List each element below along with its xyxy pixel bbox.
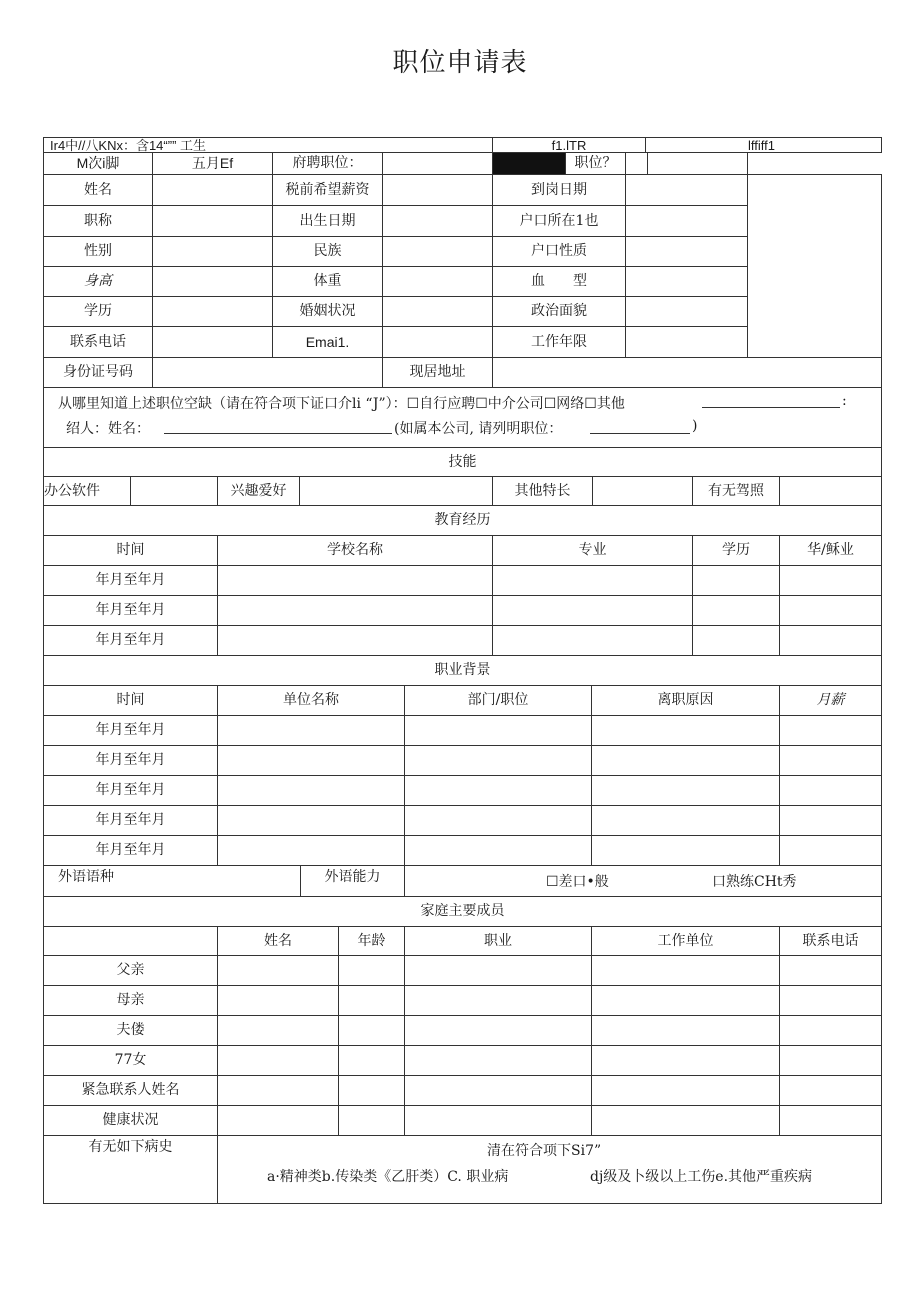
field-office-software[interactable] <box>130 476 218 506</box>
field-ethnicity[interactable] <box>382 236 493 267</box>
career-row-time: 年月至年月 <box>43 745 218 776</box>
career-row-company[interactable] <box>217 805 405 836</box>
small-box-2 <box>647 152 748 175</box>
field-blood-type[interactable] <box>625 266 748 297</box>
label-office-software: 办公软件 <box>43 476 131 506</box>
vacancy-source-colon: : <box>842 393 847 409</box>
family-row-age[interactable] <box>338 1045 405 1076</box>
family-member-father: 父亲 <box>43 955 218 986</box>
field-address[interactable] <box>492 357 882 388</box>
family-row-occupation[interactable] <box>404 985 592 1016</box>
edu-row-degree[interactable] <box>692 625 780 656</box>
emergency-employer[interactable] <box>591 1075 780 1106</box>
referrer-position-label: (如属本公司, 请列明职位： <box>394 421 563 437</box>
edu-row-time: 年月至年月 <box>43 625 218 656</box>
career-row-company[interactable] <box>217 745 405 776</box>
label-gender: 性别 <box>43 236 153 267</box>
label-ethnicity: 民族 <box>272 236 383 267</box>
label-education: 学历 <box>43 296 153 327</box>
career-row-salary[interactable] <box>779 805 882 836</box>
family-row-name[interactable] <box>217 1045 339 1076</box>
career-row-department[interactable] <box>404 805 592 836</box>
edu-row-degree[interactable] <box>692 595 780 626</box>
field-hukou-location[interactable] <box>625 205 748 237</box>
family-col-occupation: 职业 <box>404 926 592 956</box>
label-emergency-contact: 紧急联系人姓名 <box>43 1075 218 1106</box>
career-row-time: 年月至年月 <box>43 775 218 806</box>
field-political-status[interactable] <box>625 296 748 327</box>
family-row-name[interactable] <box>217 1015 339 1046</box>
label-arrival-date: 到岗日期 <box>492 174 626 206</box>
label-address: 现居地址 <box>382 357 493 388</box>
family-row-name[interactable] <box>217 985 339 1016</box>
garbled-cell-a: M次i脚 <box>43 152 153 175</box>
field-job-title[interactable] <box>152 205 273 237</box>
edu-row-school[interactable] <box>217 565 493 596</box>
applied-position-field[interactable] <box>382 152 493 175</box>
emergency-phone[interactable] <box>779 1075 882 1106</box>
edu-row-major[interactable] <box>492 625 693 656</box>
blood-label-part1: 血 <box>531 273 545 290</box>
page-title: 职位申请表 <box>392 48 528 78</box>
family-row-occupation[interactable] <box>404 1045 592 1076</box>
health-field-2[interactable] <box>338 1105 405 1136</box>
field-hukou-type[interactable] <box>625 236 748 267</box>
emergency-name[interactable] <box>217 1075 339 1106</box>
header-garbled-mid: f1.lTR <box>492 137 646 153</box>
field-education[interactable] <box>152 296 273 327</box>
header-garbled-right: lffiff1 <box>748 138 775 153</box>
label-height: 身高 <box>43 266 153 297</box>
family-row-occupation[interactable] <box>404 955 592 986</box>
career-row-department[interactable] <box>404 835 592 866</box>
field-arrival-date[interactable] <box>625 174 748 206</box>
referrer-label: 绍人：姓名： <box>66 421 150 437</box>
edu-row-time: 年月至年月 <box>43 565 218 596</box>
family-col-employer: 工作单位 <box>591 926 780 956</box>
photo-box[interactable] <box>747 174 882 358</box>
family-col-blank <box>43 926 218 956</box>
label-health-status: 健康状况 <box>43 1105 218 1136</box>
field-work-years[interactable] <box>625 326 748 358</box>
career-row-salary[interactable] <box>779 745 882 776</box>
edu-col-school: 学校名称 <box>217 535 493 566</box>
medical-history-options-a[interactable]: a·精神类b.传染类《乙肝类）C. 职业病 <box>267 1169 509 1185</box>
field-driving-license[interactable] <box>779 476 882 506</box>
career-row-company[interactable] <box>217 835 405 866</box>
family-member-mother: 母亲 <box>43 985 218 1016</box>
label-foreign-language: 外语语种 <box>43 865 301 897</box>
family-row-employer[interactable] <box>591 955 780 986</box>
field-height[interactable] <box>152 266 273 297</box>
header-garbled-left: Ir4中//八KNx：含14“”” 工生 <box>43 137 493 153</box>
small-box <box>625 152 648 175</box>
edu-row-major[interactable] <box>492 565 693 596</box>
applied-position-label: 府聘职位： <box>272 152 383 175</box>
career-row-reason[interactable] <box>591 715 780 746</box>
career-row-salary[interactable] <box>779 775 882 806</box>
emergency-age[interactable] <box>338 1075 405 1106</box>
career-col-time: 时间 <box>43 685 218 716</box>
family-row-age[interactable] <box>338 955 405 986</box>
edu-col-major: 专业 <box>492 535 693 566</box>
field-marital-status[interactable] <box>382 296 493 327</box>
field-weight[interactable] <box>382 266 493 297</box>
career-row-company[interactable] <box>217 715 405 746</box>
edu-row-graduation[interactable] <box>779 595 882 626</box>
language-ability-options <box>404 865 882 897</box>
edu-row-major[interactable] <box>492 595 693 626</box>
health-field-1[interactable] <box>217 1105 339 1136</box>
family-col-phone: 联系电话 <box>779 926 882 956</box>
edu-row-graduation[interactable] <box>779 565 882 596</box>
career-row-time: 年月至年月 <box>43 805 218 836</box>
label-phone: 联系电话 <box>43 326 153 358</box>
language-option-poor-average[interactable]: ☐差口•般 <box>546 874 609 890</box>
label-political-status: 政治面貌 <box>492 296 626 327</box>
edu-col-time: 时间 <box>43 535 218 566</box>
label-other-skills: 其他特长 <box>492 476 593 506</box>
career-row-department[interactable] <box>404 775 592 806</box>
field-gender[interactable] <box>152 236 273 267</box>
career-row-salary[interactable] <box>779 715 882 746</box>
other-source-underline[interactable] <box>702 407 840 408</box>
field-birth-date[interactable] <box>382 205 493 237</box>
career-row-department[interactable] <box>404 715 592 746</box>
edu-row-school[interactable] <box>217 595 493 626</box>
skills-header: 技能 <box>43 447 882 477</box>
language-option-fluent-excellent[interactable]: 口熟练CHt秀 <box>712 874 797 890</box>
label-job-title: 职称 <box>43 205 153 237</box>
field-phone[interactable] <box>152 326 273 358</box>
career-row-reason[interactable] <box>591 745 780 776</box>
label-weight: 体重 <box>272 266 383 297</box>
family-row-phone[interactable] <box>779 955 882 986</box>
label-hobby: 兴趣爱好 <box>217 476 300 506</box>
field-email[interactable] <box>382 326 493 358</box>
label-marital-status: 婚姻状况 <box>272 296 383 327</box>
family-member-child: 77女 <box>43 1045 218 1076</box>
family-row-employer[interactable] <box>591 1015 780 1046</box>
career-col-department: 部门/职位 <box>404 685 592 716</box>
edu-col-degree: 学历 <box>692 535 780 566</box>
career-row-time: 年月至年月 <box>43 715 218 746</box>
label-hukou-type: 户口性质 <box>492 236 626 267</box>
family-row-age[interactable] <box>338 1015 405 1046</box>
edu-row-school[interactable] <box>217 625 493 656</box>
label-language-ability: 外语能力 <box>300 865 405 897</box>
career-row-company[interactable] <box>217 775 405 806</box>
referrer-position-underline[interactable] <box>590 433 690 434</box>
education-header: 教育经历 <box>43 505 882 536</box>
field-expected-salary[interactable] <box>382 174 493 206</box>
family-row-employer[interactable] <box>591 985 780 1016</box>
family-row-name[interactable] <box>217 955 339 986</box>
career-col-company: 单位名称 <box>217 685 405 716</box>
redaction-block <box>492 152 566 175</box>
field-hobby[interactable] <box>299 476 493 506</box>
field-other-skills[interactable] <box>592 476 693 506</box>
career-row-reason[interactable] <box>591 805 780 836</box>
label-email: Emai1. <box>272 326 383 358</box>
garbled-cell-b: 五月Ef <box>152 152 273 175</box>
label-name: 姓名 <box>43 174 153 206</box>
career-row-time: 年月至年月 <box>43 835 218 866</box>
family-member-spouse: 夫偻 <box>43 1015 218 1046</box>
label-birth-date: 出生日期 <box>272 205 383 237</box>
family-header: 家庭主要成员 <box>43 896 882 927</box>
career-row-salary[interactable] <box>779 835 882 866</box>
medical-history-options-b[interactable]: dj级及卜级以上工伤e.其他严重疾病 <box>590 1169 813 1185</box>
family-row-phone[interactable] <box>779 985 882 1016</box>
family-row-occupation[interactable] <box>404 1015 592 1046</box>
label-id-number: 身份证号码 <box>43 357 153 388</box>
referrer-name-underline[interactable] <box>164 433 392 434</box>
family-col-name: 姓名 <box>217 926 339 956</box>
career-row-department[interactable] <box>404 745 592 776</box>
health-field-4[interactable] <box>591 1105 780 1136</box>
health-field-5[interactable] <box>779 1105 882 1136</box>
career-header: 职业背景 <box>43 655 882 686</box>
edu-row-graduation[interactable] <box>779 625 882 656</box>
family-row-employer[interactable] <box>591 1045 780 1076</box>
family-row-phone[interactable] <box>779 1015 882 1046</box>
vacancy-source-line1: 从哪里知道上述职位空缺（请在符合项下证口介li “J”）：☐自行应聘☐中介公司☐网络☐其他 <box>58 396 625 412</box>
edu-row-degree[interactable] <box>692 565 780 596</box>
career-row-reason[interactable] <box>591 835 780 866</box>
label-expected-salary: 税前希望薪资 <box>272 174 383 206</box>
health-field-3[interactable] <box>404 1105 592 1136</box>
blood-label-part2: 型 <box>573 273 587 290</box>
career-row-reason[interactable] <box>591 775 780 806</box>
label-work-years: 工作年限 <box>492 326 626 358</box>
edu-col-graduation: 华/稣业 <box>779 535 882 566</box>
career-col-reason: 离职原因 <box>591 685 780 716</box>
label-blood-type <box>492 266 626 297</box>
position-question-label: 职位？ <box>565 152 626 175</box>
label-driving-license: 有无驾照 <box>692 476 780 506</box>
label-hukou-location: 户口所在1也 <box>492 205 626 237</box>
family-row-phone[interactable] <box>779 1045 882 1076</box>
edu-row-time: 年月至年月 <box>43 595 218 626</box>
referrer-close-paren: ) <box>692 418 698 434</box>
medical-history-hint: 清在符合项下Si7” <box>487 1143 602 1159</box>
field-name[interactable] <box>152 174 273 206</box>
label-medical-history: 有无如下病史 <box>43 1135 218 1204</box>
family-col-age: 年龄 <box>338 926 405 956</box>
career-col-salary: 月薪 <box>779 685 882 716</box>
field-id-number[interactable] <box>152 357 383 388</box>
emergency-occupation[interactable] <box>404 1075 592 1106</box>
family-row-age[interactable] <box>338 985 405 1016</box>
